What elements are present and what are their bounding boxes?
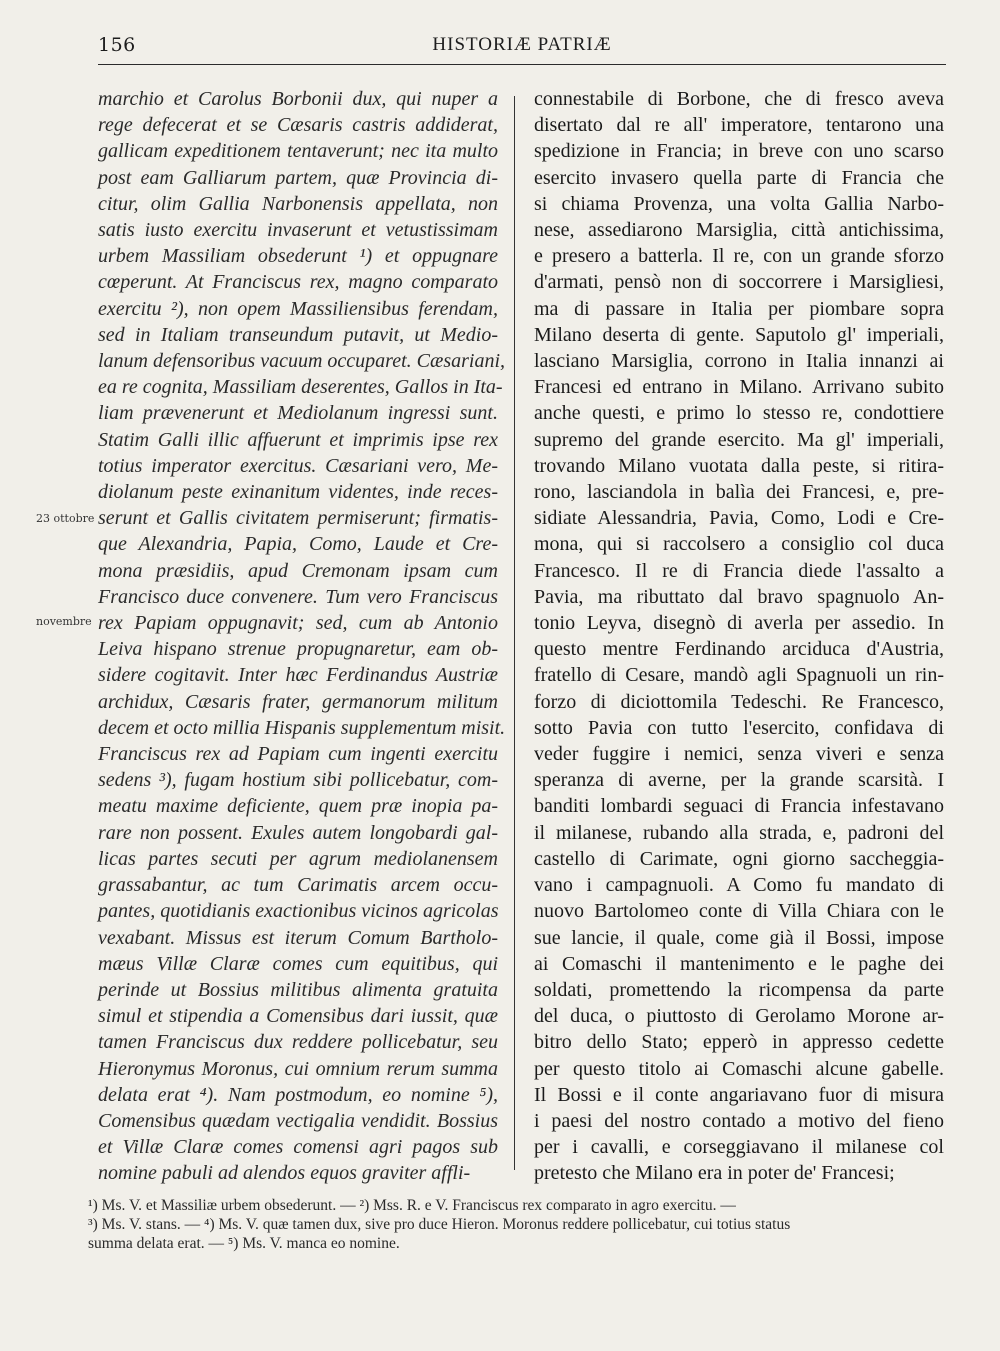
latin-text-line: et Villæ Claræ comes comensi agri pagos sub [98,1136,498,1159]
italian-text-line: nuovo Bartolomeo conte di Villa Chiara con le [534,900,944,923]
italian-text-line: per i cavalli, e corseggiavano il milanese col [534,1136,944,1159]
latin-text-line: grassabantur, ac tum Carimatis arcem occu- [98,874,498,897]
latin-text-line: pantes, quotidianis exactionibus vicinos agricolas [98,900,499,923]
italian-text-line: castello di Carimate, ogni giorno saccheggia- [534,847,944,870]
latin-text-line: Leiva hispano strenue propugnaretur, eam ob- [98,638,498,661]
italian-text-line: spedizione in Francia; in breve con uno scarso [534,140,944,163]
italian-text-line: tonio Leyva, disegnò di averla per assedio. In [534,612,944,635]
latin-text-line: sed in Italiam transeundum putavit, ut Medio- [98,323,498,346]
latin-text-line: rex Papiam oppugnavit; sed, cum ab Antonio [98,612,498,635]
footnote-line: summa delata erat. — ⁵) Ms. V. manca eo nomine. [88,1235,400,1252]
italian-text-line: mona, qui si raccolsero a consiglio col duca [534,533,944,556]
latin-text-line: satis iusto exercitu invaserunt et vetustissimam [98,219,498,242]
italian-text-line: Pavia, ma ributtato dal bravo spagnuolo An- [534,585,944,608]
latin-text-line: sidere cogitavit. Inter hæc Ferdinandus Austriæ [98,664,498,687]
italian-text-line: supremo del grande esercito. Ma gl' imperiali, [534,428,944,451]
italian-text-line: i paesi del nostro contado a motivo del fieno [534,1109,944,1132]
running-title: HISTORIÆ PATRIÆ [432,34,612,55]
italian-text-line: lasciano Marsiglia, corrono in Italia innanzi ai [534,350,944,373]
italian-text-line: pretesto che Milano era in poter de' Francesi; [534,1162,895,1185]
latin-column [98,86,506,1187]
italian-text-line: Francesi ed entrano in Milano. Arrivano subito [534,376,944,399]
latin-text-line: mæus Villæ Claræ comes cum equitibus, qui [98,952,498,975]
latin-text-line: que Alexandria, Papia, Como, Laude et Cre- [98,533,498,556]
latin-text-line: archidux, Cæsaris frater, germanorum militum [98,690,498,713]
latin-text-line: Statim Galli illic affuerunt et imprimis ipse rex [98,428,498,451]
italian-text-line: trovando Milano vuotata dalla peste, si ritira- [534,454,944,477]
latin-text-line: citur, olim Gallia Narbonensis appellata, non [98,192,498,215]
latin-text-line: exercitu ²), non opem Massiliensibus ferendam, [98,297,498,320]
italian-text-line: questo mentre Ferdinando arciduca d'Austria, [534,638,944,661]
italian-text-line: sue lancie, il quale, come già il Bossi, impose [534,926,944,949]
italian-text-line: nese, assediarono Marsiglia, città antichissima, [534,219,944,242]
italian-text-line: Francesco. Il re di Francia diede l'assalto a [534,559,944,582]
latin-text-line: Comensibus quædam vectigalia vendidit. Bossius [98,1109,498,1132]
latin-text-line: urbem Massiliam obsederunt ¹) et oppugnare [98,245,498,268]
italian-text-line: anche questi, e primo lo stesso re, condottiere [534,402,944,425]
italian-text-line: del duca, o piuttosto di Gerolamo Morone ar- [534,1005,944,1028]
latin-text-line: decem et octo millia Hispanis supplementum misit. [98,716,506,739]
italian-text-line: esercito invasero quella parte di Francia che [534,166,944,189]
latin-text-line: marchio et Carolus Borbonii dux, qui nuper a [98,88,498,110]
latin-text-line: totius imperator exercitus. Cæsariani vero, Me- [98,454,498,477]
italian-text-line: soldati, promettendo la ricompensa da parte [534,978,944,1001]
italian-text-line: banditi lombardi seguaci di Francia infestavano [534,795,944,818]
italian-text-line: connestabile di Borbone, che di fresco aveva [534,88,944,110]
italian-text-line: ai Comaschi il mantenimento e le paghe dei [534,952,944,975]
latin-text-line: serunt et Gallis civitatem permiserunt; firmatis- [98,507,498,530]
column-divider [514,96,515,1170]
page-number: 156 [98,34,136,56]
italian-text-line: Il Bossi e il conte angariavano fuor di misura [534,1083,944,1106]
italian-text-line: per questo titolo ai Comaschi alcune gabelle. [534,1057,944,1080]
italian-text-line: fratello di Cesare, mandò agli Spagnuoli un rin- [534,664,944,687]
latin-text-line: mona præsidiis, apud Cremonam ipsam cum [98,559,498,582]
italian-text-line: si chiama Provenza, una volta Gallia Narbo- [534,192,944,215]
italian-text-line: forzo di diciottomila Tedeschi. Re Francesco, [534,690,944,713]
latin-text-line: post eam Galliarum partem, quæ Provincia di- [98,166,498,189]
italian-text-line: Milano deserta di gente. Saputolo gl' imperiali, [534,323,944,346]
latin-text-line: licas partes secuti per agrum mediolanensem [98,847,498,870]
latin-text-line: vexabant. Missus est iterum Comum Bartholo- [98,926,498,949]
footnotes [88,1196,944,1253]
italian-text-line: speranza di averne, per la grande scarsità. I [534,769,944,792]
latin-text-line: Francisco duce convenere. Tum vero Franciscus [98,585,498,608]
italian-text-line: disertato dal re all' imperatore, tentarono una [534,114,944,137]
latin-text-line: meatu maxime deficiente, quem præ inopia pa- [98,795,498,818]
latin-text-line: diolanum peste exinanitum videntes, inde reces- [98,481,498,504]
latin-text-line: tamen Franciscus dux reddere pollicebatur, seu [98,1031,498,1054]
italian-text-line: vano i campagnuoli. A Como fu mandato di [534,874,944,897]
italian-text-line: veder fuggire i nemici, senza viveri e senza [534,743,944,766]
latin-text-line: Hieronymus Moronus, cui omnium rerum summa [98,1057,498,1080]
italian-text-line: e presero a batterla. Il re, con un grande sforzo [534,245,944,268]
latin-text-line: cœperunt. At Franciscus rex, magno comparato [98,271,498,294]
footnote-line: ¹) Ms. V. et Massiliæ urbem obsederunt. — ²) Mss. R. e V. Franciscus rex comparato in agro exercitu. — [88,1197,736,1214]
latin-text-line: rege defecerat et se Cæsaris castris addiderat, [98,114,498,137]
italian-text-line: rono, lasciandola in balìa dei Francesi, e, pre- [534,481,944,504]
italian-column [534,86,944,1187]
italian-text-line: d'armati, pensò non di soccorrere i Marsigliesi, [534,271,944,294]
latin-text-line: perinde ut Bossius militibus alimenta gratuita [98,978,498,1001]
italian-text-line: ma di passare in Italia per piombare sopra [534,297,944,320]
latin-text-line: rare non possent. Exules autem longobardi gal- [98,821,498,844]
italian-text-line: bitro dello Stato; epperò in appresso cedette [534,1031,944,1054]
latin-text-line: lanum defensoribus vacuum occuparet. Cæsariani, [98,350,506,373]
latin-text-line: liam prævenerunt et Mediolanum ingressi sunt. [98,402,498,425]
latin-text-line: Franciscus rex ad Papiam cum ingenti exercitu [98,743,498,766]
latin-text-line: simul et stipendia a Comensibus dari iussit, quæ [98,1005,498,1028]
footnote-line: ³) Ms. V. stans. — ⁴) Ms. V. quæ tamen dux, sive pro duce Hieron. Moronus reddere pollicebatur, cui totius status [88,1216,791,1233]
latin-text-line: gallicam expeditionem tentaverunt; nec ita multo [98,140,498,163]
latin-text-line: delata erat ⁴). Nam postmodum, eo nomine ⁵), [98,1083,498,1106]
page-header [98,30,946,65]
margin-note-date: 23 ottobre [36,512,95,525]
latin-text-line: sedens ³), fugam hostium sibi pollicebatur, com- [98,769,498,792]
latin-text-line: nomine pabuli ad alendos equos graviter affli- [98,1162,471,1185]
italian-text-line: il milanese, rubando alla strada, e, padroni del [534,821,944,844]
italian-text-line: sotto Pavia con tutto l'esercito, confidava di [534,716,944,739]
margin-note-month: novembre [36,615,92,628]
italian-text-line: sidiate Alessandria, Pavia, Como, Lodi e Cre- [534,507,944,530]
latin-text-line: ea re cognita, Massiliam deserentes, Gallos in Ita- [98,376,503,399]
